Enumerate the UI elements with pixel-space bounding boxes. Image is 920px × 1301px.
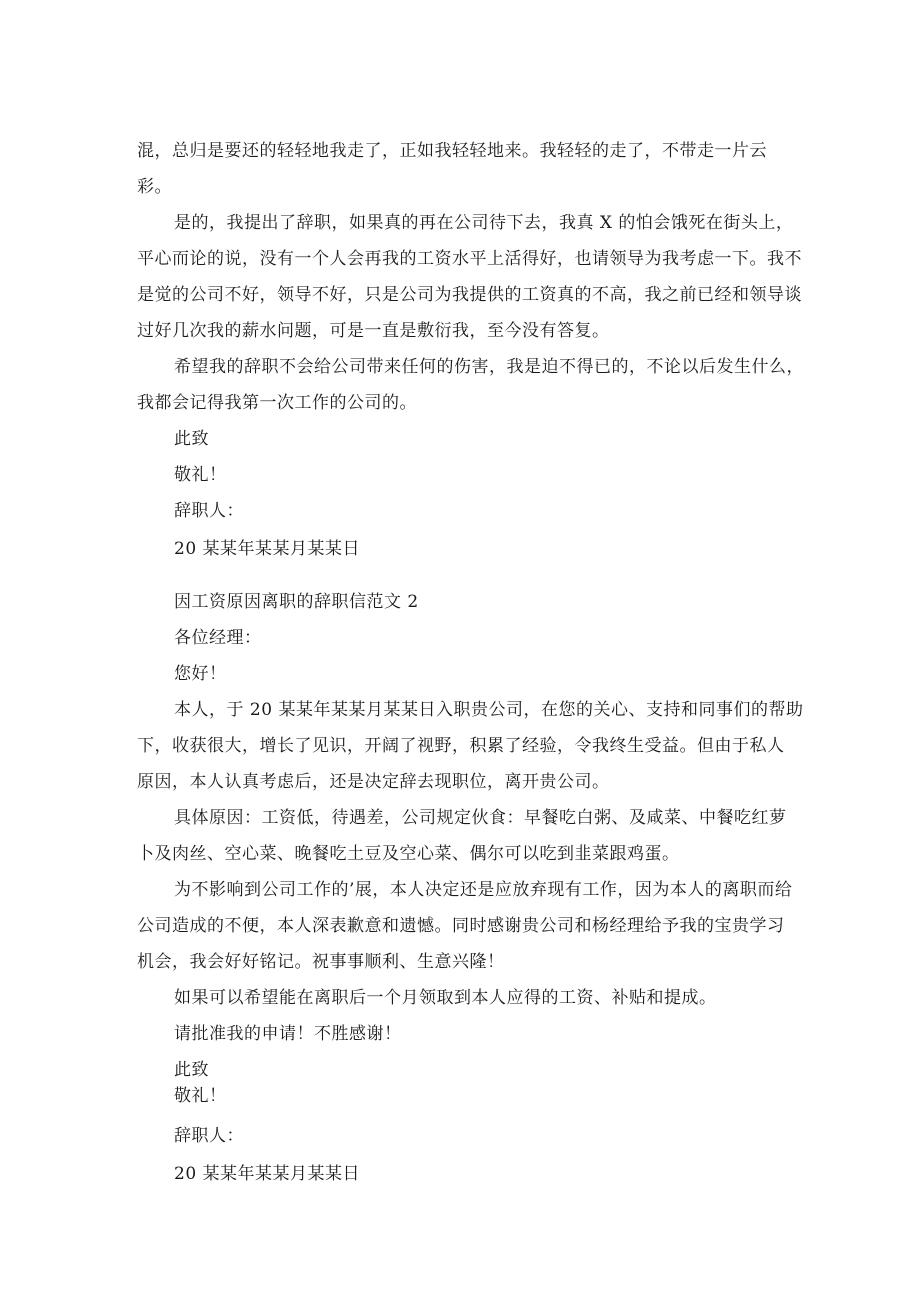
paragraph-line: 为不影响到公司工作的’展，本人决定还是应放弃现有工作，因为本人的离职而给 <box>174 880 793 900</box>
paragraph-line: 具体原因：工资低，待遇差，公司规定伙食：早餐吃白粥、及咸菜、中餐吃红萝 <box>174 808 787 828</box>
paragraph-line: 是的，我提出了辞职，如果真的再在公司待下去，我真 X 的怕会饿死在街头上， <box>174 213 794 233</box>
paragraph-line: 机会，我会好好铭记。祝事事顺利、生意兴隆！ <box>137 952 505 972</box>
closing-line: 此致 <box>174 1060 209 1080</box>
paragraph-line: 混，总归是要还的轻轻地我走了，正如我轻轻地来。我轻轻的走了，不带走一片云 <box>137 141 767 161</box>
greeting: 您好！ <box>174 664 227 684</box>
letter-title: 因工资原因离职的辞职信范文 2 <box>174 592 419 612</box>
date-line: 20 某某年某某月某某日 <box>174 1164 361 1184</box>
salutation: 各位经理： <box>174 628 262 648</box>
signer-label: 辞职人： <box>174 1126 244 1146</box>
paragraph-line: 请批准我的申请！不胜感谢！ <box>174 1024 402 1044</box>
signer-label: 辞职人： <box>174 501 244 521</box>
paragraph-line: 本人，于 20 某某年某某月某某日入职贵公司，在您的关心、支持和同事们的帮助 <box>174 700 804 720</box>
paragraph-line: 彩。 <box>137 177 172 197</box>
paragraph-line: 卜及肉丝、空心菜、晚餐吃土豆及空心菜、偶尔可以吃到韭菜跟鸡蛋。 <box>137 844 680 864</box>
paragraph-line: 过好几次我的薪水问题，可是一直是敷衍我，至今没有答复。 <box>137 321 610 341</box>
paragraph-line: 我都会记得我第一次工作的公司的。 <box>137 393 417 413</box>
paragraph-line: 下，收获很大，增长了见识，开阔了视野，积累了经验，令我终生受益。但由于私人 <box>137 736 785 756</box>
paragraph-line: 原因，本人认真考虑后，还是决定辞去现职位，离开贵公司。 <box>137 772 610 792</box>
paragraph-line: 如果可以希望能在离职后一个月领取到本人应得的工资、补贴和提成。 <box>174 988 717 1008</box>
closing-line: 敬礼！ <box>174 1086 227 1106</box>
paragraph-line: 是觉的公司不好，领导不好，只是公司为我提供的工资真的不高，我之前已经和领导谈 <box>137 285 802 305</box>
paragraph-line: 平心而论的说，没有一个人会再我的工资水平上活得好，也请领导为我考虑一下。我不 <box>137 249 802 269</box>
closing-line: 敬礼！ <box>174 465 227 485</box>
paragraph-line: 公司造成的不便，本人深表歉意和遗憾。同时感谢贵公司和杨经理给予我的宝贵学习 <box>137 916 785 936</box>
date-line: 20 某某年某某月某某日 <box>174 539 361 559</box>
closing-line: 此致 <box>174 429 209 449</box>
paragraph-line: 希望我的辞职不会给公司带来任何的伤害，我是迫不得已的，不论以后发生什么， <box>174 357 804 377</box>
